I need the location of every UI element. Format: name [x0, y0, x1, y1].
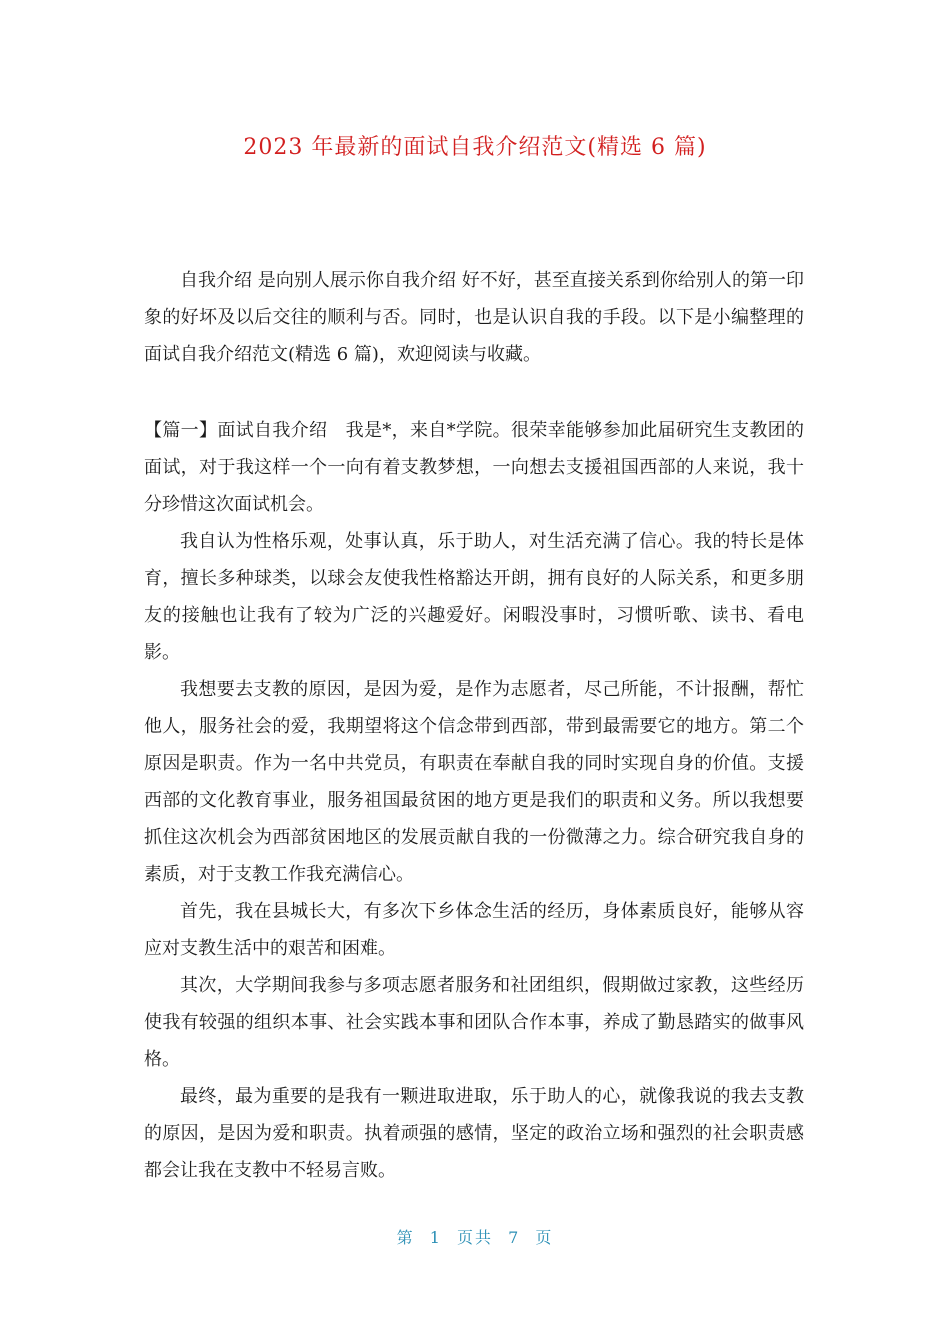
body-paragraph: 最终，最为重要的是我有一颗进取进取，乐于助人的心，就像我说的我去支教的原因，是因为爱和职责。执着顽强的感情，坚定的政治立场和强烈的社会职责感都会让我在支教中不轻易言败。: [144, 1086, 804, 1181]
document-title: 2023 年最新的面试自我介绍范文(精选 6 篇): [243, 135, 707, 160]
body-paragraph: 首先，我在县城长大，有多次下乡体念生活的经历，身体素质良好，能够从容应对支教生活中的艰苦和困难。: [144, 901, 804, 959]
body-paragraph: 我想要去支教的原因，是因为爱，是作为志愿者，尽己所能，不计报酬，帮忙他人，服务社会的爱，我期望将这个信念带到西部，带到最需要它的地方。第二个原因是职责。作为一名中共党员，有职责在奉献自我的同时实现自身的价值。支援西部的文化教育事业，服务祖国最贫困的地方更是我们的职责和义务。所以我想要抓住这次机会为西部贫困地区的发展贡献自我的一份微薄之力。综合研究我自身的素质，对于支教工作我充满信心。: [144, 679, 804, 885]
body-paragraph: 我自认为性格乐观，处事认真，乐于助人，对生活充满了信心。我的特长是体育，擅长多种球类，以球会友使我性格豁达开朗，拥有良好的人际关系，和更多朋友的接触也让我有了较为广泛的兴趣爱好。闲暇没事时，习惯听歌、读书、看电影。: [144, 531, 804, 663]
page-footer: 第 1 页共 7 页: [396, 1228, 554, 1247]
intro-paragraph: 自我介绍 是向别人展示你自我介绍 好不好，甚至直接关系到你给别人的第一印象的好坏及以后交往的顺利与否。同时，也是认识自我的手段。以下是小编整理的面试自我介绍范文(精选 6 篇)，欢迎阅读与收藏。: [144, 270, 804, 365]
intro-block: [144, 262, 804, 373]
section-one: [144, 412, 804, 1189]
section-heading-paragraph: 【篇一】面试自我介绍 我是*，来自*学院。很荣幸能够参加此届研究生支教团的面试，对于我这样一个一向有着支教梦想，一向想去支援祖国西部的人来说，我十分珍惜这次面试机会。: [144, 420, 804, 515]
body-paragraph: 其次，大学期间我参与多项志愿者服务和社团组织，假期做过家教，这些经历使我有较强的组织本事、社会实践本事和团队合作本事，养成了勤恳踏实的做事风格。: [144, 975, 804, 1070]
